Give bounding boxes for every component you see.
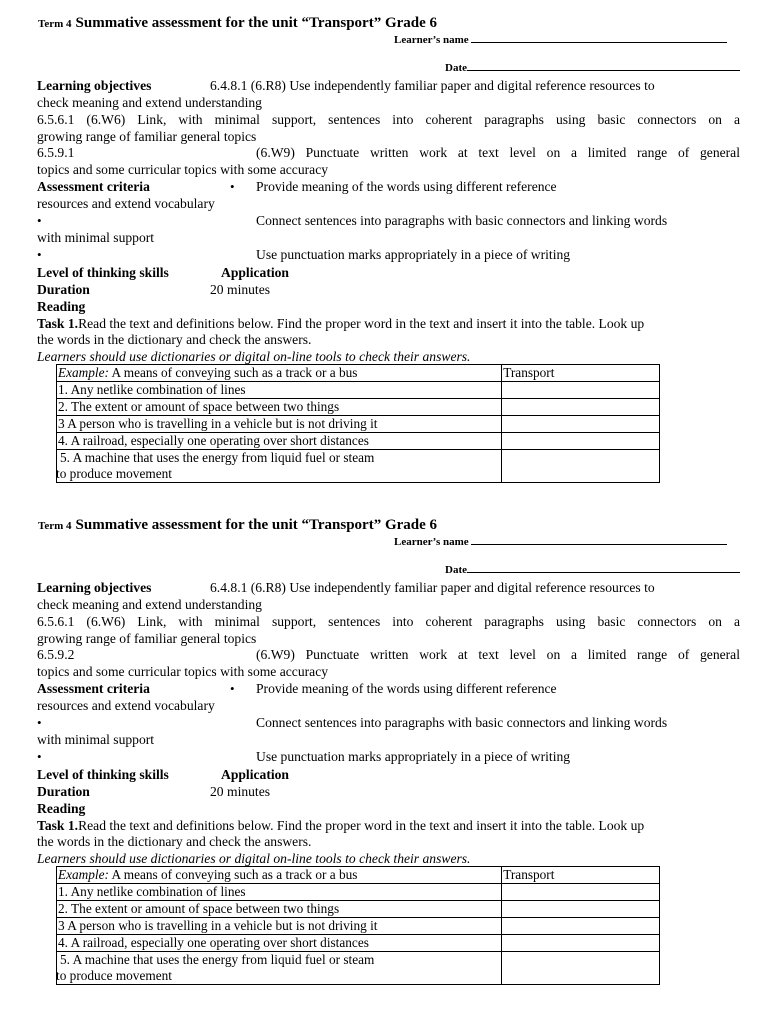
date-label: Date <box>445 62 467 74</box>
objective-1-code: 6.4.8.1 (6.R8) <box>210 78 286 93</box>
answer-cell[interactable] <box>502 433 660 450</box>
task-instruction <box>37 315 740 332</box>
criterion-2 <box>37 714 740 731</box>
learner-name-blank[interactable] <box>471 535 727 545</box>
task-note: Learners should use dictionaries or digital on-line tools to check their answers. <box>37 851 471 866</box>
criterion-1: Provide meaning of the words using different reference <box>256 681 557 696</box>
duration-label: Duration <box>37 282 90 297</box>
definition-cell <box>57 952 502 985</box>
answer-cell[interactable] <box>502 416 660 433</box>
table-row <box>57 450 660 483</box>
definition-cell: 1. Any netlike combination of lines <box>57 382 502 399</box>
criterion-2-text: Connect sentences into paragraphs with basic connectors and linking words <box>256 715 668 730</box>
criterion-2-cont: with minimal support <box>37 230 155 245</box>
answer-cell[interactable] <box>502 918 660 935</box>
objective-3-cont: topics and some curricular topics with some accuracy <box>37 664 329 679</box>
bullet-icon: • <box>37 715 42 730</box>
answer-cell[interactable] <box>502 382 660 399</box>
example-label: Example: <box>58 867 109 882</box>
definition-line: 5. A machine that uses the energy from liquid fuel or steam <box>60 450 375 465</box>
example-cell <box>57 365 502 382</box>
sheet-title <box>38 15 437 32</box>
title-text: Summative assessment for the unit “Transport” Grade 6 <box>75 15 438 31</box>
definition-cell: 3 A person who is travelling in a vehicle but is not driving it <box>57 416 502 433</box>
bullet-icon: • <box>230 681 235 696</box>
duration <box>37 783 740 800</box>
task-text: Read the text and definitions below. Find the proper word in the text and insert it into the table. Look up <box>78 316 645 331</box>
date-line <box>445 61 740 74</box>
definition-cell: 4. A railroad, especially one operating over short distances <box>57 433 502 450</box>
bullet-icon: • <box>37 247 42 262</box>
objective-3-text: (6.W9) Punctuate written work at text level on a limited range of general <box>256 647 740 662</box>
assessment-criteria <box>37 178 740 195</box>
assessment-sheet-1 <box>0 0 768 500</box>
table-row <box>57 416 660 433</box>
objective-1-cont: check meaning and extend understanding <box>37 597 262 612</box>
learning-objectives-label: Learning objectives <box>37 78 152 93</box>
table-row <box>57 365 660 382</box>
term-label: Term 4 <box>38 18 72 30</box>
reading-heading: Reading <box>37 299 86 314</box>
learning-objectives <box>37 579 740 596</box>
objective-2-line2: growing range of familiar general topics <box>37 129 257 144</box>
assessment-criteria-label: Assessment criteria <box>37 681 150 696</box>
table-row <box>57 952 660 985</box>
task-label: Task 1. <box>37 818 79 833</box>
bullet-icon: • <box>37 213 42 228</box>
sheet-title <box>38 517 437 534</box>
objective-1-cont: check meaning and extend understanding <box>37 95 262 110</box>
task-instruction-cont: the words in the dictionary and check the answers. <box>37 332 312 347</box>
reading-heading: Reading <box>37 801 86 816</box>
duration-value: 20 minutes <box>210 282 271 297</box>
criterion-2 <box>37 212 740 229</box>
table-row <box>57 901 660 918</box>
task-note: Learners should use dictionaries or digital on-line tools to check their answers. <box>37 349 471 364</box>
table-row <box>57 433 660 450</box>
example-answer: Transport <box>502 365 660 382</box>
example-text: A means of conveying such as a track or a bus <box>108 867 358 882</box>
thinking-value: Application <box>221 265 289 280</box>
learner-name-label: Learner’s name <box>394 536 469 548</box>
table-row <box>57 935 660 952</box>
example-answer: Transport <box>502 867 660 884</box>
vocabulary-table <box>56 364 660 483</box>
criterion-1: Provide meaning of the words using different reference <box>256 179 557 194</box>
criterion-3 <box>37 246 740 263</box>
objective-2-line2: growing range of familiar general topics <box>37 631 257 646</box>
answer-cell[interactable] <box>502 450 660 483</box>
criterion-3 <box>37 748 740 765</box>
answer-cell[interactable] <box>502 901 660 918</box>
learner-name-line <box>394 33 727 46</box>
task-instruction <box>37 817 740 834</box>
objective-3-code: 6.5.9.1 <box>37 145 75 160</box>
table-row <box>57 918 660 935</box>
learning-objectives <box>37 77 740 94</box>
task-text: Read the text and definitions below. Find the proper word in the text and insert it into the table. Look up <box>78 818 645 833</box>
definition-cell: 1. Any netlike combination of lines <box>57 884 502 901</box>
answer-cell[interactable] <box>502 399 660 416</box>
criterion-3-text: Use punctuation marks appropriately in a piece of writing <box>256 749 571 764</box>
assessment-criteria-label: Assessment criteria <box>37 179 150 194</box>
assessment-criteria <box>37 680 740 697</box>
definition-line: 5. A machine that uses the energy from liquid fuel or steam <box>60 952 375 967</box>
objective-3-text: (6.W9) Punctuate written work at text level on a limited range of general <box>256 145 740 160</box>
criterion-1-cont: resources and extend vocabulary <box>37 196 215 211</box>
criterion-3-text: Use punctuation marks appropriately in a piece of writing <box>256 247 571 262</box>
table-row <box>57 884 660 901</box>
thinking-label: Level of thinking skills <box>37 767 169 782</box>
duration-label: Duration <box>37 784 90 799</box>
title-text: Summative assessment for the unit “Transport” Grade 6 <box>75 517 438 533</box>
thinking-skills <box>37 766 740 783</box>
definition-cell: 3 A person who is travelling in a vehicle but is not driving it <box>57 918 502 935</box>
answer-cell[interactable] <box>502 884 660 901</box>
objective-3 <box>37 144 740 161</box>
objective-2-line1: 6.5.6.1 (6.W6) Link, with minimal support, sentences into coherent paragraphs using basic connectors on a <box>37 112 740 127</box>
objective-1-code: 6.4.8.1 (6.R8) <box>210 580 286 595</box>
thinking-label: Level of thinking skills <box>37 265 169 280</box>
date-blank[interactable] <box>467 61 740 71</box>
definition-cell <box>57 450 502 483</box>
duration-value: 20 minutes <box>210 784 271 799</box>
definition-line: to produce movement <box>56 466 172 481</box>
table-row <box>57 382 660 399</box>
example-cell <box>57 867 502 884</box>
objective-3-code: 6.5.9.2 <box>37 647 75 662</box>
criterion-1-cont: resources and extend vocabulary <box>37 698 215 713</box>
answer-cell[interactable] <box>502 952 660 985</box>
criterion-2-cont: with minimal support <box>37 732 155 747</box>
learner-name-label: Learner’s name <box>394 34 469 46</box>
term-label: Term 4 <box>38 520 72 532</box>
objective-2-line1: 6.5.6.1 (6.W6) Link, with minimal support, sentences into coherent paragraphs using basic connectors on a <box>37 614 740 629</box>
date-label: Date <box>445 564 467 576</box>
date-blank[interactable] <box>467 563 740 573</box>
learning-objectives-label: Learning objectives <box>37 580 152 595</box>
date-line <box>445 563 740 576</box>
objective-1-text: Use independently familiar paper and digital reference resources to <box>289 78 655 93</box>
bullet-icon: • <box>37 749 42 764</box>
answer-cell[interactable] <box>502 935 660 952</box>
learner-name-line <box>394 535 727 548</box>
definition-cell: 2. The extent or amount of space between two things <box>57 901 502 918</box>
task-instruction-cont: the words in the dictionary and check the answers. <box>37 834 312 849</box>
objective-3 <box>37 646 740 663</box>
thinking-skills <box>37 264 740 281</box>
vocabulary-table <box>56 866 660 985</box>
example-text: A means of conveying such as a track or a bus <box>108 365 358 380</box>
example-label: Example: <box>58 365 109 380</box>
objective-1 <box>210 579 655 596</box>
criterion-2-text: Connect sentences into paragraphs with basic connectors and linking words <box>256 213 668 228</box>
bullet-icon: • <box>230 179 235 194</box>
table-row <box>57 399 660 416</box>
definition-cell: 4. A railroad, especially one operating over short distances <box>57 935 502 952</box>
table-row <box>57 867 660 884</box>
objective-1 <box>210 77 655 94</box>
objective-1-text: Use independently familiar paper and digital reference resources to <box>289 580 655 595</box>
assessment-sheet-2 <box>0 502 768 1002</box>
task-label: Task 1. <box>37 316 79 331</box>
thinking-value: Application <box>221 767 289 782</box>
learner-name-blank[interactable] <box>471 33 727 43</box>
definition-line: to produce movement <box>56 968 172 983</box>
duration <box>37 281 740 298</box>
objective-3-cont: topics and some curricular topics with some accuracy <box>37 162 329 177</box>
definition-cell: 2. The extent or amount of space between two things <box>57 399 502 416</box>
